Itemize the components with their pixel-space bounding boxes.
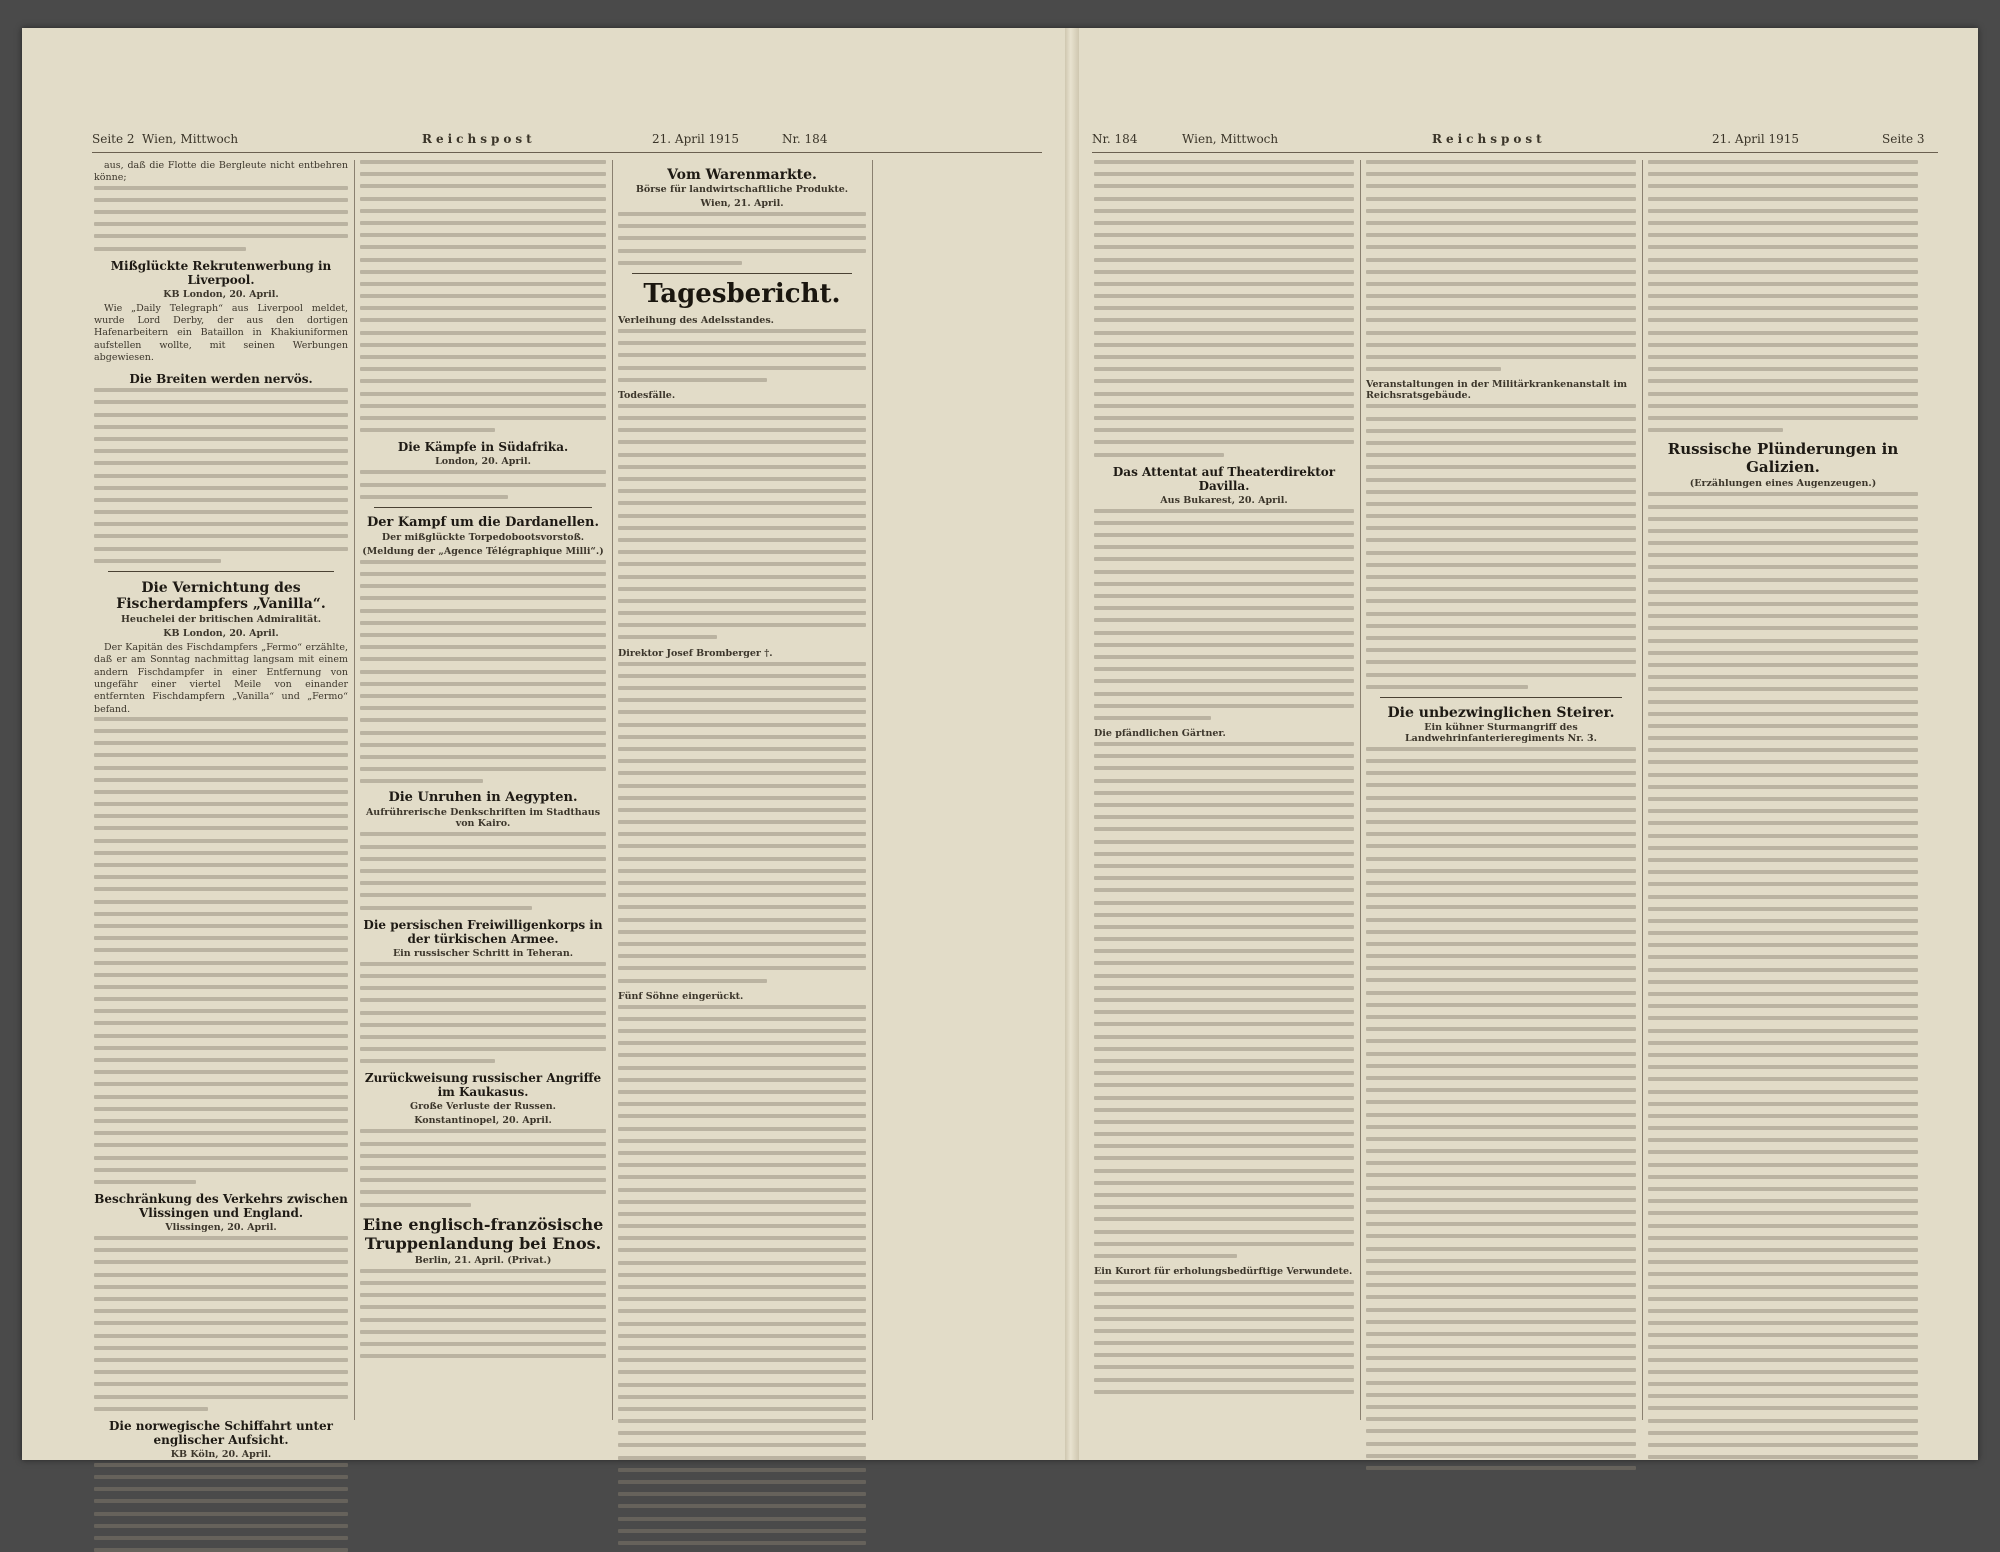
headline: Zurückweisung russischer Angriffe im Kaukasus. [364, 1071, 602, 1100]
article-lead: Todesfälle. [618, 389, 676, 401]
separator [1380, 697, 1622, 698]
article-opening: aus, daß die Flotte die Bergleute nicht entbehren könne; [94, 160, 348, 184]
header-rule [1092, 152, 1938, 153]
body-text [94, 388, 348, 563]
body-text [360, 1269, 606, 1358]
article-lead: Direktor Josef Bromberger †. [618, 647, 773, 659]
dateline: Vlissingen, 20. April. [165, 1222, 277, 1234]
separator [632, 273, 852, 274]
article-lead: Ein Kurort für erholungsbedürftige Verwundete. [1094, 1266, 1353, 1278]
separator [374, 507, 592, 508]
center-fold [1065, 28, 1079, 1460]
headline: Die Vernichtung des Fischerdampfers „Vanilla“. [116, 580, 326, 613]
dateline: KB London, 20. April. [163, 628, 279, 640]
column-3 [618, 160, 866, 1420]
masthead: Reichspost [422, 132, 536, 146]
dateline: Konstantinopel, 20. April. [414, 1115, 552, 1127]
column-rule [872, 160, 873, 1420]
dateline: Berlin, 21. April. (Privat.) [414, 1254, 552, 1266]
headline: Die norwegische Schiffahrt unter englischer Aufsicht. [109, 1418, 333, 1447]
headline: Die Breiten werden nervös. [129, 372, 313, 387]
left-page [22, 28, 1062, 1460]
dateline: KB London, 20. April. [163, 288, 279, 300]
dateline: Wien, 21. April. [700, 198, 784, 209]
body-text [1648, 492, 1918, 1459]
article-lead: Verleihung des Adelsstandes. [618, 314, 774, 326]
body-text [1094, 509, 1354, 720]
dateline: (Meldung der „Agence Télégraphique Milli“.) [362, 545, 604, 557]
body-text [360, 470, 606, 498]
subheadline: Ein russischer Schritt in Teheran. [392, 947, 574, 959]
column-rule [354, 160, 355, 1420]
subheadline: Ein kühner Sturmangriff des Landwehrinfanterieregiments Nr. 3. [1405, 721, 1597, 744]
newspaper-sheet [22, 28, 1978, 1460]
headline: Die Kämpfe in Südafrika. [397, 440, 569, 455]
body-text [94, 186, 348, 251]
body-text [618, 329, 866, 382]
headline: Das Attentat auf Theaterdirektor Davilla. [1112, 464, 1336, 493]
article-lead: Fünf Söhne eingerückt. [618, 990, 744, 1002]
body-text [1094, 742, 1354, 1258]
body-text [94, 717, 348, 1184]
subheadline: Der mißglückte Torpedobootsvorstoß. [381, 531, 585, 543]
column-rule [1642, 160, 1643, 1420]
issue-date: 21. April 1915 [1712, 132, 1800, 146]
dateline: Aus Bukarest, 20. April. [1160, 494, 1288, 506]
place-day: Wien, Mittwoch [1182, 132, 1279, 146]
headline: Vom Warenmarkte. [667, 167, 817, 183]
body-text [360, 560, 606, 783]
subheadline: Heuchelei der britischen Admiralität. [120, 614, 322, 626]
masthead: Reichspost [1432, 132, 1546, 146]
headline: Beschränkung des Verkehrs zwischen Vlissingen und England. [94, 1192, 348, 1221]
body-text [618, 1005, 866, 1545]
headline: Russische Plünderungen in Galizien. [1667, 440, 1899, 477]
column-rule [612, 160, 613, 1420]
headline: Die unbezwinglichen Steirer. [1387, 704, 1615, 721]
body-text [360, 160, 606, 432]
headline: Mißglückte Rekrutenwerbung in Liverpool. [110, 258, 332, 287]
column-2 [1366, 160, 1636, 1420]
body-text [618, 404, 866, 640]
body-text [1648, 160, 1918, 432]
column-3 [1648, 160, 1918, 1420]
dateline: KB Köln, 20. April. [170, 1448, 272, 1460]
headline: Der Kampf um die Dardanellen. [366, 514, 600, 530]
headline: Eine englisch-französische Truppenlandung bei Enos. [362, 1214, 604, 1253]
body-text [360, 1129, 606, 1206]
body-text [360, 832, 606, 909]
body-text [1366, 747, 1636, 1470]
column-rule [1360, 160, 1361, 1420]
headline: Die persischen Freiwilligenkorps in der türkischen Armee. [363, 917, 603, 946]
subheadline: (Erzählungen eines Augenzeugen.) [1689, 478, 1877, 490]
body-text [1366, 160, 1636, 371]
dateline: London, 20. April. [435, 456, 531, 468]
page-label: Seite 2 [92, 132, 135, 146]
body-text [360, 962, 606, 1064]
body-text [94, 1463, 348, 1552]
body-text [94, 1236, 348, 1411]
page-label: Seite 3 [1882, 132, 1925, 146]
subheadline: Aufrührerische Denkschriften im Stadthaus von Kairo. [365, 807, 601, 830]
article-lead: Veranstaltungen in der Militärkrankenanstalt im Reichsratsgebäude. [1366, 379, 1628, 402]
body-text [1366, 404, 1636, 688]
article-text: Wie „Daily Telegraph“ aus Liverpool meldet, wurde Lord Derby, der aus den dortigen Hafenarbeitern ein Bataillon in Khakiuniformen aufstellen wollte, mit seinen Werbungen abgewiesen. [94, 302, 348, 363]
column-1 [94, 160, 348, 1460]
subheadline: Börse für landwirtschaftliche Produkte. [635, 184, 849, 195]
body-text [1094, 1280, 1354, 1394]
place-day: Wien, Mittwoch [142, 132, 239, 146]
header-rule [92, 152, 1042, 153]
issue-number: Nr. 184 [1092, 132, 1138, 146]
subheadline: Große Verluste der Russen. [410, 1101, 556, 1113]
issue-date: 21. April 1915 [652, 132, 740, 146]
body-text [618, 212, 866, 265]
separator [108, 571, 334, 572]
article-lead: Die pfändlichen Gärtner. [1094, 728, 1226, 740]
column-1 [1094, 160, 1354, 1420]
article-text: Der Kapitän des Fischdampfers „Fermo“ erzählte, daß er am Sonntag nachmittag langsam mit einem andern Fischdampfer in einer Entfernung von ungefähr einer viertel Meile von einander entfernten Fischdampfern „Vanilla“ und „Fermo“ befand. [94, 642, 348, 715]
page-header [1092, 132, 1938, 152]
column-2 [360, 160, 606, 1420]
headline: Die Unruhen in Aegypten. [388, 790, 578, 806]
page-header [92, 132, 1042, 152]
right-page [1082, 28, 1978, 1460]
body-text [618, 662, 866, 983]
section-title: Tagesbericht. [643, 278, 841, 309]
issue-number: Nr. 184 [782, 132, 828, 146]
body-text [1094, 160, 1354, 457]
